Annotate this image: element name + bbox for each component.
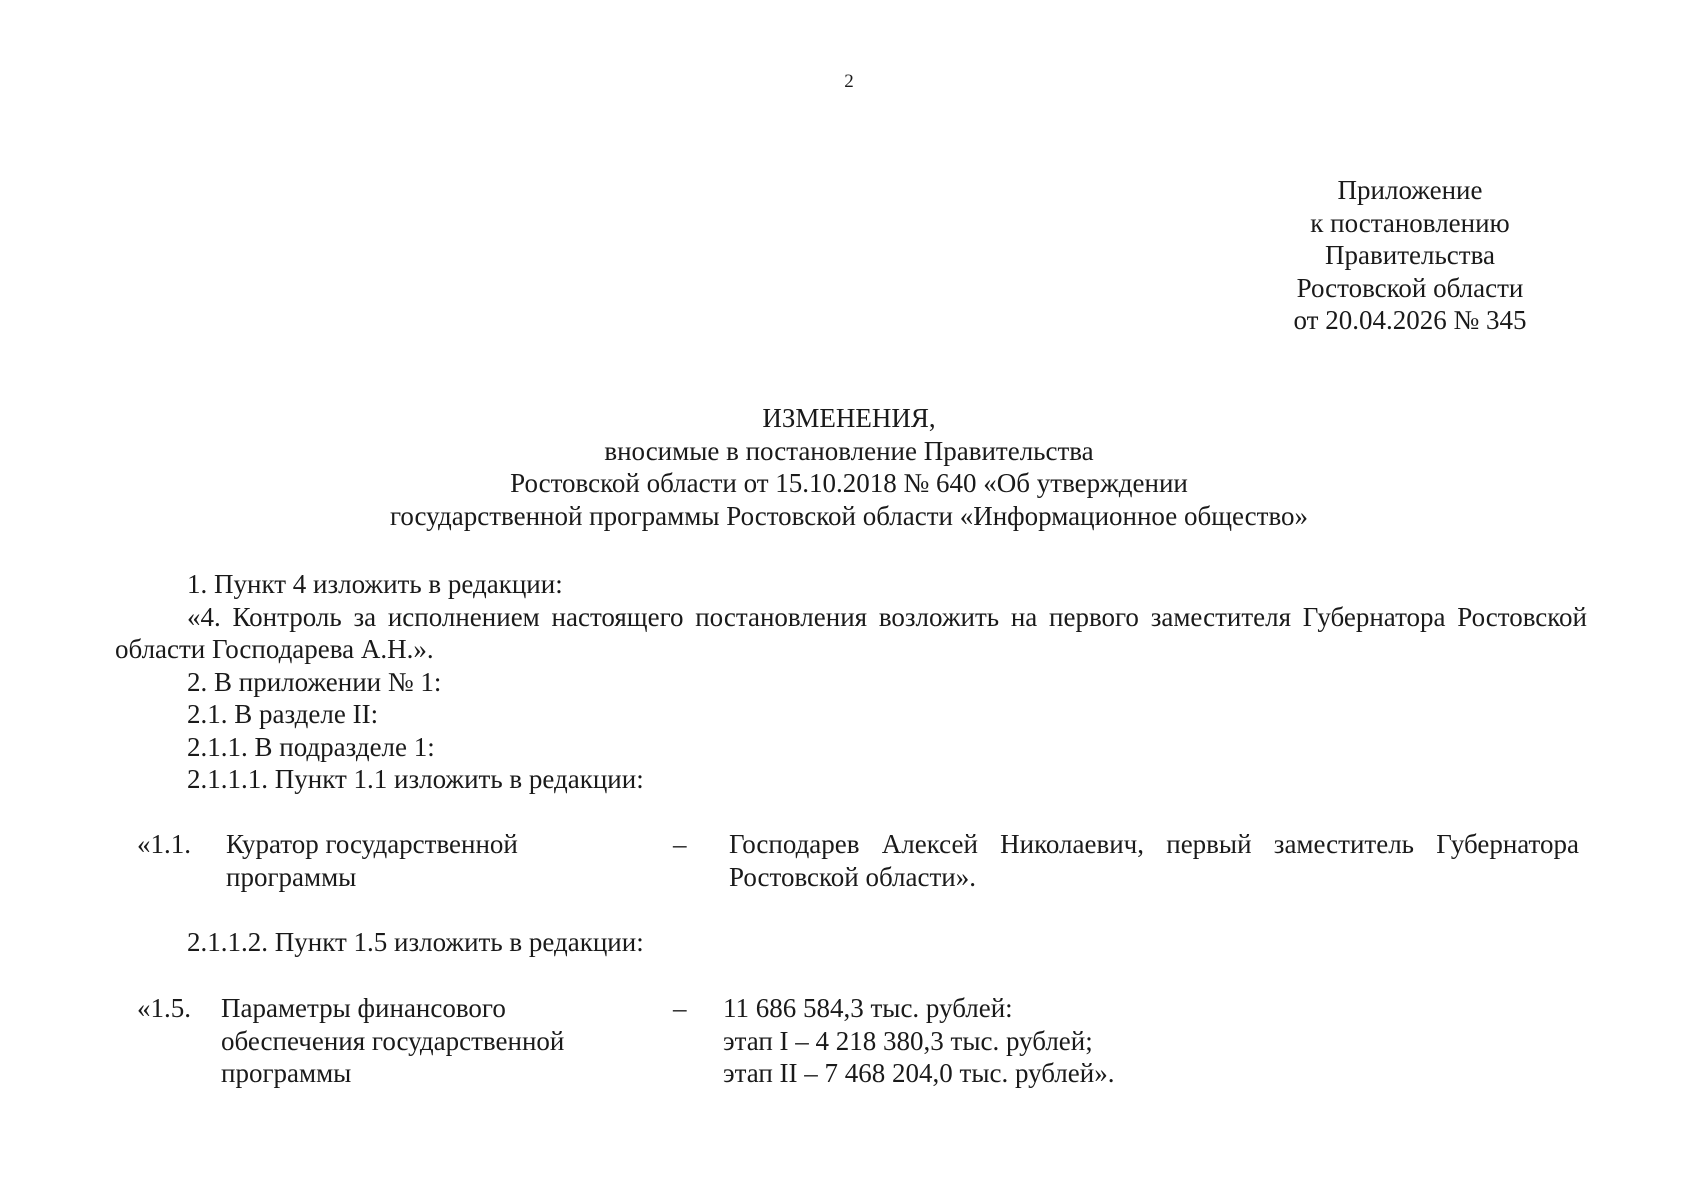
title-subtitle-line: Ростовской области от 15.10.2018 № 640 «Об утверждении — [510, 468, 1188, 498]
row-label-line: обеспечения государственной — [221, 1025, 565, 1056]
row-value-line: этап II – 7 468 204,0 тыс. рублей». — [723, 1058, 1115, 1088]
row-label-line: Параметры финансового — [221, 993, 506, 1023]
title-heading: ИЗМЕНЕНИЯ, — [762, 403, 936, 433]
document-body — [115, 568, 1587, 796]
body-paragraph: 2.1.1.1. Пункт 1.1 изложить в редакции: — [187, 764, 644, 794]
row-label — [226, 828, 646, 893]
row-label-line: Куратор государственной — [226, 829, 518, 859]
body-paragraph-2-1-1-2: 2.1.1.2. Пункт 1.5 изложить в редакции: — [187, 927, 644, 957]
row-dash: – — [673, 829, 687, 859]
document-title — [0, 402, 1698, 532]
row-value — [723, 992, 1423, 1090]
body-paragraph: 2.1.1. В подразделе 1: — [187, 731, 435, 762]
table-row-1-1 — [0, 828, 1698, 928]
appendix-line: к постановлению — [1310, 207, 1510, 238]
appendix-header — [1270, 174, 1550, 337]
row-label-line: программы — [221, 1058, 352, 1088]
row-value-line: Ростовской области». — [729, 861, 976, 892]
row-value-line: этап I – 4 218 380,3 тыс. рублей; — [723, 1025, 1093, 1056]
page-number: 2 — [844, 71, 854, 92]
row-number: «1.5. — [137, 993, 191, 1023]
row-label — [221, 992, 641, 1090]
appendix-line: Приложение — [1337, 175, 1483, 205]
table-row-1-5 — [0, 992, 1698, 1102]
row-value — [729, 828, 1579, 893]
row-dash: – — [673, 993, 687, 1023]
body-paragraph: «4. Контроль за исполнением настоящего постановления возложить на первого заместителя Губернатора Ростовской области Господарева А.Н.». — [115, 601, 1587, 664]
appendix-line: от 20.04.2026 № 345 — [1293, 305, 1527, 335]
row-label-line: программы — [226, 861, 357, 892]
row-value-line: 11 686 584,3 тыс. рублей: — [723, 993, 1013, 1023]
title-subtitle-line: государственной программы Ростовской области «Информационное общество» — [389, 500, 1309, 531]
body-paragraph: 1. Пункт 4 изложить в редакции: — [187, 569, 563, 599]
body-paragraph: 2. В приложении № 1: — [187, 666, 442, 697]
row-value-line: Господарев Алексей Николаевич, первый заместитель Губернатора — [729, 829, 1579, 859]
appendix-line: Правительства — [1325, 240, 1495, 270]
appendix-line: Ростовской области — [1296, 272, 1524, 303]
row-number: «1.1. — [137, 829, 191, 859]
body-paragraph: 2.1. В разделе II: — [187, 699, 379, 729]
title-subtitle-line: вносимые в постановление Правительства — [604, 435, 1094, 466]
